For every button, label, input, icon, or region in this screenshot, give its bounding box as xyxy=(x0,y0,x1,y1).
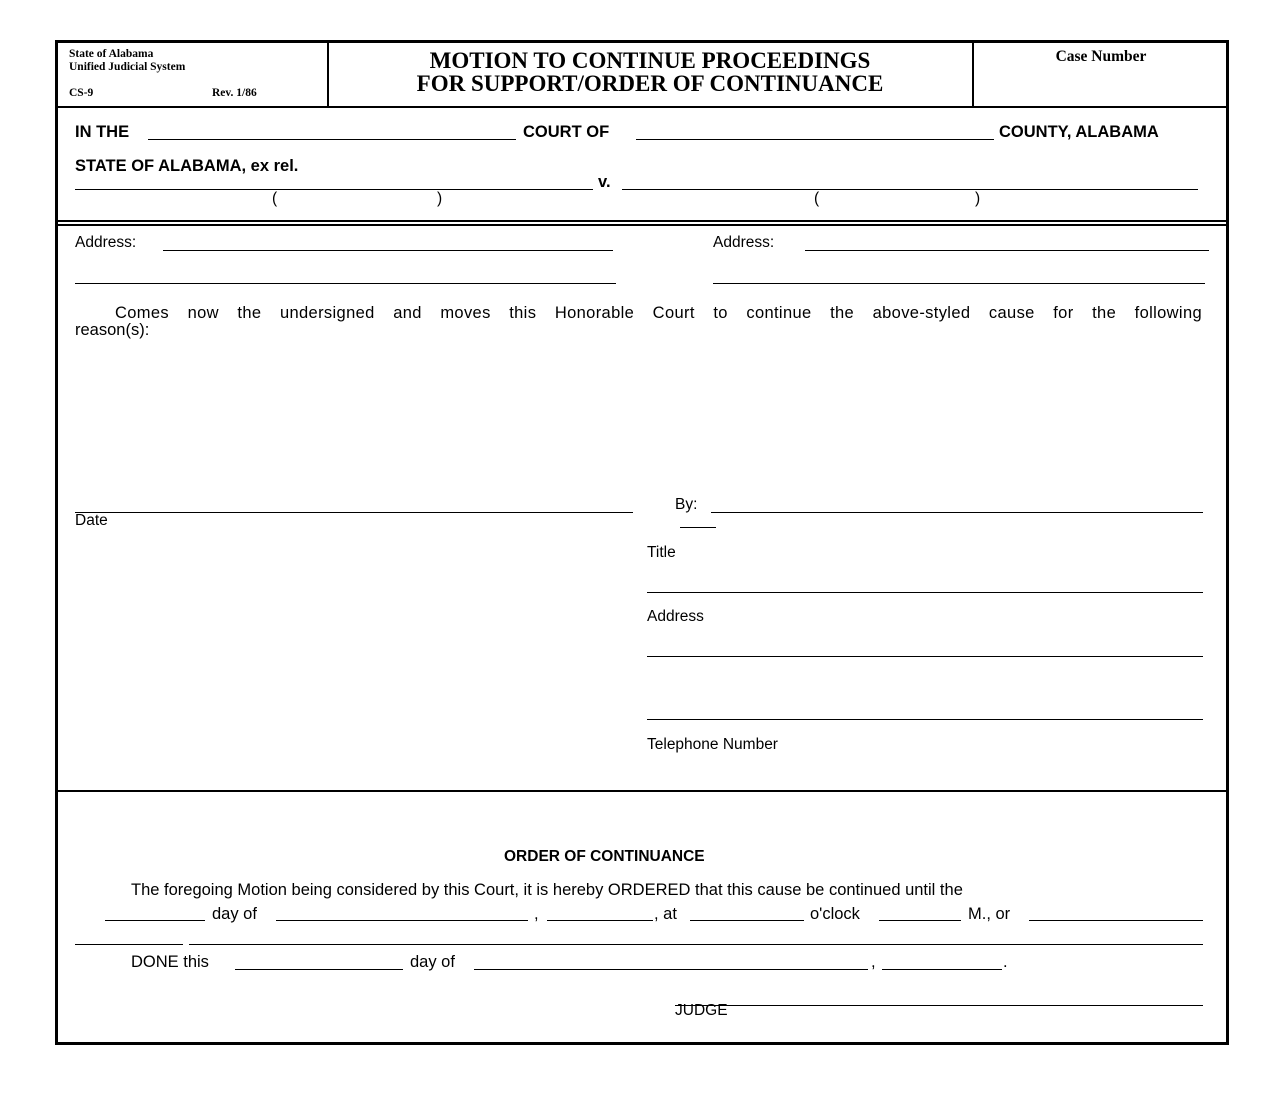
reasons-area[interactable] xyxy=(75,342,1202,492)
defendant-paren-close: ) xyxy=(975,190,981,207)
in-the-label: IN THE xyxy=(75,123,130,141)
title-line[interactable] xyxy=(647,592,1203,593)
order-heading: ORDER OF CONTINUANCE xyxy=(504,848,705,865)
telephone-label: Telephone Number xyxy=(647,736,778,753)
order-alternative-line-2b[interactable] xyxy=(189,944,1203,945)
motion-body-text: Comes now the undersigned and moves this Honorable Court to continue the above-styled cause for the following xyxy=(115,304,1202,322)
caption-double-rule-bottom xyxy=(56,224,1228,226)
case-number-label: Case Number xyxy=(1055,48,1147,65)
done-month-line[interactable] xyxy=(474,969,868,970)
by-underscore-mark xyxy=(680,527,716,528)
order-day-line[interactable] xyxy=(105,920,205,921)
form-number: CS-9 xyxy=(69,87,94,99)
left-address-label: Address: xyxy=(75,234,137,251)
order-oclock-label: o'clock xyxy=(810,905,860,923)
revision: Rev. 1/86 xyxy=(212,87,257,99)
order-time-line[interactable] xyxy=(690,920,804,921)
order-comma: , xyxy=(534,905,539,923)
done-this-label: DONE this xyxy=(131,953,209,971)
done-comma: , xyxy=(871,953,876,971)
court-name-line[interactable] xyxy=(148,139,516,140)
left-address-line-2[interactable] xyxy=(75,283,616,284)
agency-line-2: Unified Judicial System xyxy=(69,61,186,73)
caption-double-rule-top xyxy=(56,220,1228,222)
done-year-line[interactable] xyxy=(882,969,1002,970)
attorney-address-line-2[interactable] xyxy=(647,719,1203,720)
order-alternative-line-1[interactable] xyxy=(1029,920,1203,921)
county-alabama-label: COUNTY, ALABAMA xyxy=(999,123,1159,141)
by-label: By: xyxy=(675,496,698,513)
order-m-or-label: M., or xyxy=(968,905,1011,923)
done-day-of-label: day of xyxy=(410,953,455,971)
state-ex-rel-label: STATE OF ALABAMA, ex rel. xyxy=(75,157,299,175)
plaintiff-paren-open: ( xyxy=(272,190,278,207)
court-of-label: COURT OF xyxy=(523,123,610,141)
county-name-line[interactable] xyxy=(636,139,994,140)
form-title-line-1: MOTION TO CONTINUE PROCEEDINGS xyxy=(429,48,871,73)
right-address-label: Address: xyxy=(713,234,775,251)
date-label: Date xyxy=(75,512,108,529)
right-address-line-1[interactable] xyxy=(805,250,1209,251)
agency-line-1: State of Alabama xyxy=(69,48,154,60)
attorney-address-label: Address xyxy=(647,608,704,625)
order-section-divider xyxy=(56,790,1228,792)
form-title-line-2: FOR SUPPORT/ORDER OF CONTINUANCE xyxy=(416,71,884,96)
signature-line[interactable] xyxy=(711,512,1203,513)
done-period: . xyxy=(1003,953,1008,971)
header-bottom-rule xyxy=(56,106,1228,108)
judge-label: JUDGE xyxy=(675,1002,728,1019)
order-year-line[interactable] xyxy=(547,920,653,921)
plaintiff-paren-close: ) xyxy=(437,190,443,207)
left-address-line-1[interactable] xyxy=(163,250,613,251)
attorney-address-line-1[interactable] xyxy=(647,656,1203,657)
order-day-of-label: day of xyxy=(212,905,257,923)
order-alternative-line-2a[interactable] xyxy=(75,944,183,945)
title-label: Title xyxy=(647,544,676,561)
plaintiff-name-line[interactable] xyxy=(75,189,593,190)
right-address-line-2[interactable] xyxy=(713,283,1205,284)
motion-body-text-cont: reason(s): xyxy=(75,321,150,339)
versus-label: v. xyxy=(598,173,611,191)
defendant-name-line[interactable] xyxy=(622,189,1198,190)
order-ampm-line[interactable] xyxy=(879,920,961,921)
date-line[interactable] xyxy=(75,512,633,513)
done-day-line[interactable] xyxy=(235,969,403,970)
order-line-1: The foregoing Motion being considered by this Court, it is hereby ORDERED that this cause be continued until the xyxy=(131,881,963,899)
order-month-line[interactable] xyxy=(276,920,528,921)
defendant-paren-open: ( xyxy=(814,190,820,207)
judge-signature-line[interactable] xyxy=(675,1005,1203,1006)
order-at-label: , at xyxy=(654,905,677,923)
